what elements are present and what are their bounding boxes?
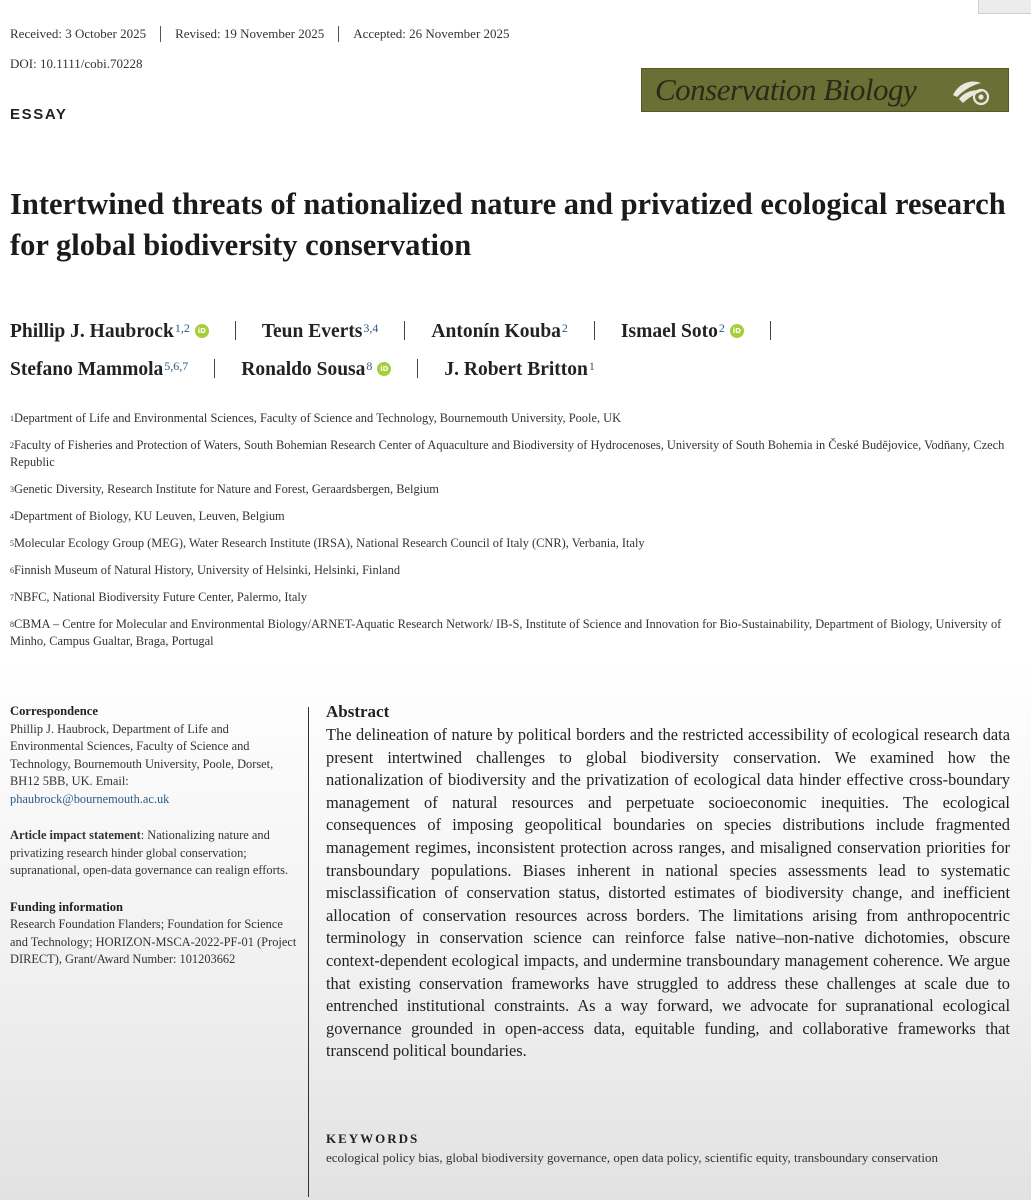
author-affil-sup: 2 bbox=[561, 321, 568, 335]
author-name: Ismael Soto bbox=[620, 321, 718, 342]
abstract-text: The delineation of nature by political borders and the restricted accessibility of ecological research data present intertwined challenges to global biodiversity conservation. We examined how the nationalization of biodiversity and the privatization of ecological data hinder effective cross-boundary management of natural resources and perpetuate socioeconomic inequities. The ecological consequences of imposing geopolitical boundaries on species distributions include fragmented management regimes, inconsistent protection across ranges, and misaligned conservation priorities for transboundary populations. Biases inherent in national species assessments lead to systematic misclassification of conservation status, distorted estimates of biodiversity change, and inefficient allocation of conservation resources across borders. The limitations arising from anthropocentric terminology in conservation science can reinforce false native–non-native dichotomies, obscure context-dependent ecological impacts, and undermine transboundary management coherence. We argue that existing conservation frameworks have struggled to address these challenges at scale due to entrenched institutional constraints. As a way forward, we advocate for supranational ecological governance grounded in open-access data, equitable funding, and collaborative frameworks that transcend political boundaries. bbox=[326, 725, 1010, 1061]
keywords-text: ecological policy bias, global biodiversity governance, open data policy, scientific equity, transboundary conservation bbox=[326, 1150, 939, 1165]
affiliation-number: 3 bbox=[10, 485, 14, 494]
author-list bbox=[10, 313, 1020, 389]
author-separator bbox=[235, 321, 236, 340]
author-affil-sup: 2 bbox=[718, 321, 725, 335]
article-title: Intertwined threats of nationalized nature and privatized ecological research for global biodiversity conservation bbox=[10, 187, 1006, 262]
affiliation-text: Finnish Museum of Natural History, University of Helsinki, Helsinki, Finland bbox=[14, 563, 401, 577]
affiliation-item bbox=[10, 437, 1020, 471]
author-name: Ronaldo Sousa bbox=[241, 359, 366, 380]
author-affil-sup: 1 bbox=[588, 359, 595, 373]
author-name: Teun Everts bbox=[261, 321, 363, 342]
section-label: ESSAY bbox=[10, 106, 68, 123]
affiliation-item bbox=[10, 616, 1020, 650]
correspondence-heading: Correspondence bbox=[10, 704, 98, 718]
author-name: Stefano Mammola bbox=[10, 359, 164, 380]
accepted-date: Accepted: 26 November 2025 bbox=[338, 26, 523, 42]
orcid-icon[interactable]: iD bbox=[730, 324, 744, 338]
keywords-section bbox=[326, 1131, 1010, 1166]
author[interactable] bbox=[444, 351, 595, 389]
author-affil-sup: 8 bbox=[366, 359, 373, 373]
affiliation-item bbox=[10, 508, 1020, 525]
author-separator bbox=[417, 359, 418, 378]
author[interactable] bbox=[262, 313, 379, 351]
author-separator bbox=[770, 321, 771, 340]
affiliation-text: Genetic Diversity, Research Institute for Nature and Forest, Geraardsbergen, Belgium bbox=[14, 482, 439, 496]
affiliation-number: 4 bbox=[10, 512, 14, 521]
affiliation-number: 6 bbox=[10, 566, 14, 575]
journal-logo bbox=[641, 68, 1009, 112]
affiliations bbox=[10, 410, 1020, 660]
impact-statement-text: : Nationalizing nature and privatizing research hinder global conservation; supranational, open-data governance can realign efforts. bbox=[10, 828, 289, 877]
author-separator bbox=[594, 321, 595, 340]
affiliation-number: 8 bbox=[10, 620, 14, 629]
correspondence-email-link[interactable]: phaubrock@bournemouth.ac.uk bbox=[10, 791, 170, 806]
column-divider bbox=[308, 707, 309, 1197]
author-separator bbox=[214, 359, 215, 378]
orcid-icon[interactable]: iD bbox=[195, 324, 209, 338]
doi[interactable]: DOI: 10.1111/cobi.70228 bbox=[10, 56, 143, 71]
affiliation-item bbox=[10, 535, 1020, 552]
author[interactable] bbox=[241, 351, 391, 389]
affiliation-number: 5 bbox=[10, 539, 14, 548]
affiliation-text: Faculty of Fisheries and Protection of Waters, South Bohemian Research Center of Aquaculture and Biodiversity of Hydrocenoses, University of South Bohemia in České Budějovice, Vodňany, Czech Republic bbox=[10, 438, 1005, 469]
leaf-bird-logo-icon bbox=[947, 73, 995, 107]
viewer-corner-tab bbox=[978, 0, 1031, 14]
funding-heading: Funding information bbox=[10, 899, 124, 914]
orcid-icon[interactable]: iD bbox=[377, 362, 391, 376]
author[interactable] bbox=[621, 313, 744, 351]
funding-text: Research Foundation Flanders; Foundation for Science and Technology; HORIZON-MSCA-2022-PF-01 (Project DIRECT), Grant/Award Number: 101203662 bbox=[10, 917, 297, 966]
affiliation-text: Molecular Ecology Group (MEG), Water Research Institute (IRSA), National Research Council of Italy (CNR), Verbania, Italy bbox=[14, 536, 645, 550]
affiliation-number: 1 bbox=[10, 414, 14, 423]
affiliation-item bbox=[10, 410, 1020, 427]
author[interactable] bbox=[10, 313, 209, 351]
revised-date: Revised: 19 November 2025 bbox=[160, 26, 338, 42]
author[interactable] bbox=[431, 313, 568, 351]
affiliation-text: Department of Life and Environmental Sciences, Faculty of Science and Technology, Bournemouth University, Poole, UK bbox=[14, 411, 622, 425]
author-name: J. Robert Britton bbox=[444, 359, 588, 380]
correspondence-text: Phillip J. Haubrock, Department of Life and Environmental Sciences, Faculty of Science and Technology, Bournemouth University, Poole, Dorset, BH12 5BB, UK. Email: bbox=[10, 721, 274, 788]
author-name: Antonín Kouba bbox=[431, 321, 561, 342]
affiliation-item bbox=[10, 589, 1020, 606]
impact-statement-label: Article impact statement bbox=[10, 828, 141, 842]
journal-logo-text: Conservation Biology bbox=[655, 72, 917, 107]
affiliation-text: Department of Biology, KU Leuven, Leuven, Belgium bbox=[14, 509, 285, 523]
received-date: Received: 3 October 2025 bbox=[10, 26, 147, 41]
author-affil-sup: 1,2 bbox=[174, 321, 190, 335]
author-affil-sup: 3,4 bbox=[363, 321, 379, 335]
article-sidebar bbox=[10, 703, 300, 988]
funding-block bbox=[10, 899, 300, 969]
affiliation-item bbox=[10, 481, 1020, 498]
affiliation-text: NBFC, National Biodiversity Future Center, Palermo, Italy bbox=[14, 590, 308, 604]
impact-statement-block bbox=[10, 827, 300, 880]
author[interactable] bbox=[10, 351, 188, 389]
affiliation-number: 2 bbox=[10, 441, 14, 450]
author-name: Phillip J. Haubrock bbox=[10, 321, 174, 342]
author-separator bbox=[404, 321, 405, 340]
article-dates bbox=[10, 26, 524, 42]
affiliation-number: 7 bbox=[10, 593, 14, 602]
correspondence-block bbox=[10, 703, 300, 808]
abstract-heading: Abstract bbox=[326, 702, 390, 721]
affiliation-text: CBMA – Centre for Molecular and Environmental Biology/ARNET-Aquatic Research Network/ IB-S, Institute of Science and Innovation for Bio-Sustainability, Department of Biology, University of Minho, Campus Gualtar, Braga, Portugal bbox=[10, 617, 1002, 648]
keywords-heading: KEYWORDS bbox=[326, 1131, 420, 1146]
affiliation-item bbox=[10, 562, 1020, 579]
author-affil-sup: 5,6,7 bbox=[164, 359, 189, 373]
abstract-section bbox=[326, 702, 1010, 1063]
